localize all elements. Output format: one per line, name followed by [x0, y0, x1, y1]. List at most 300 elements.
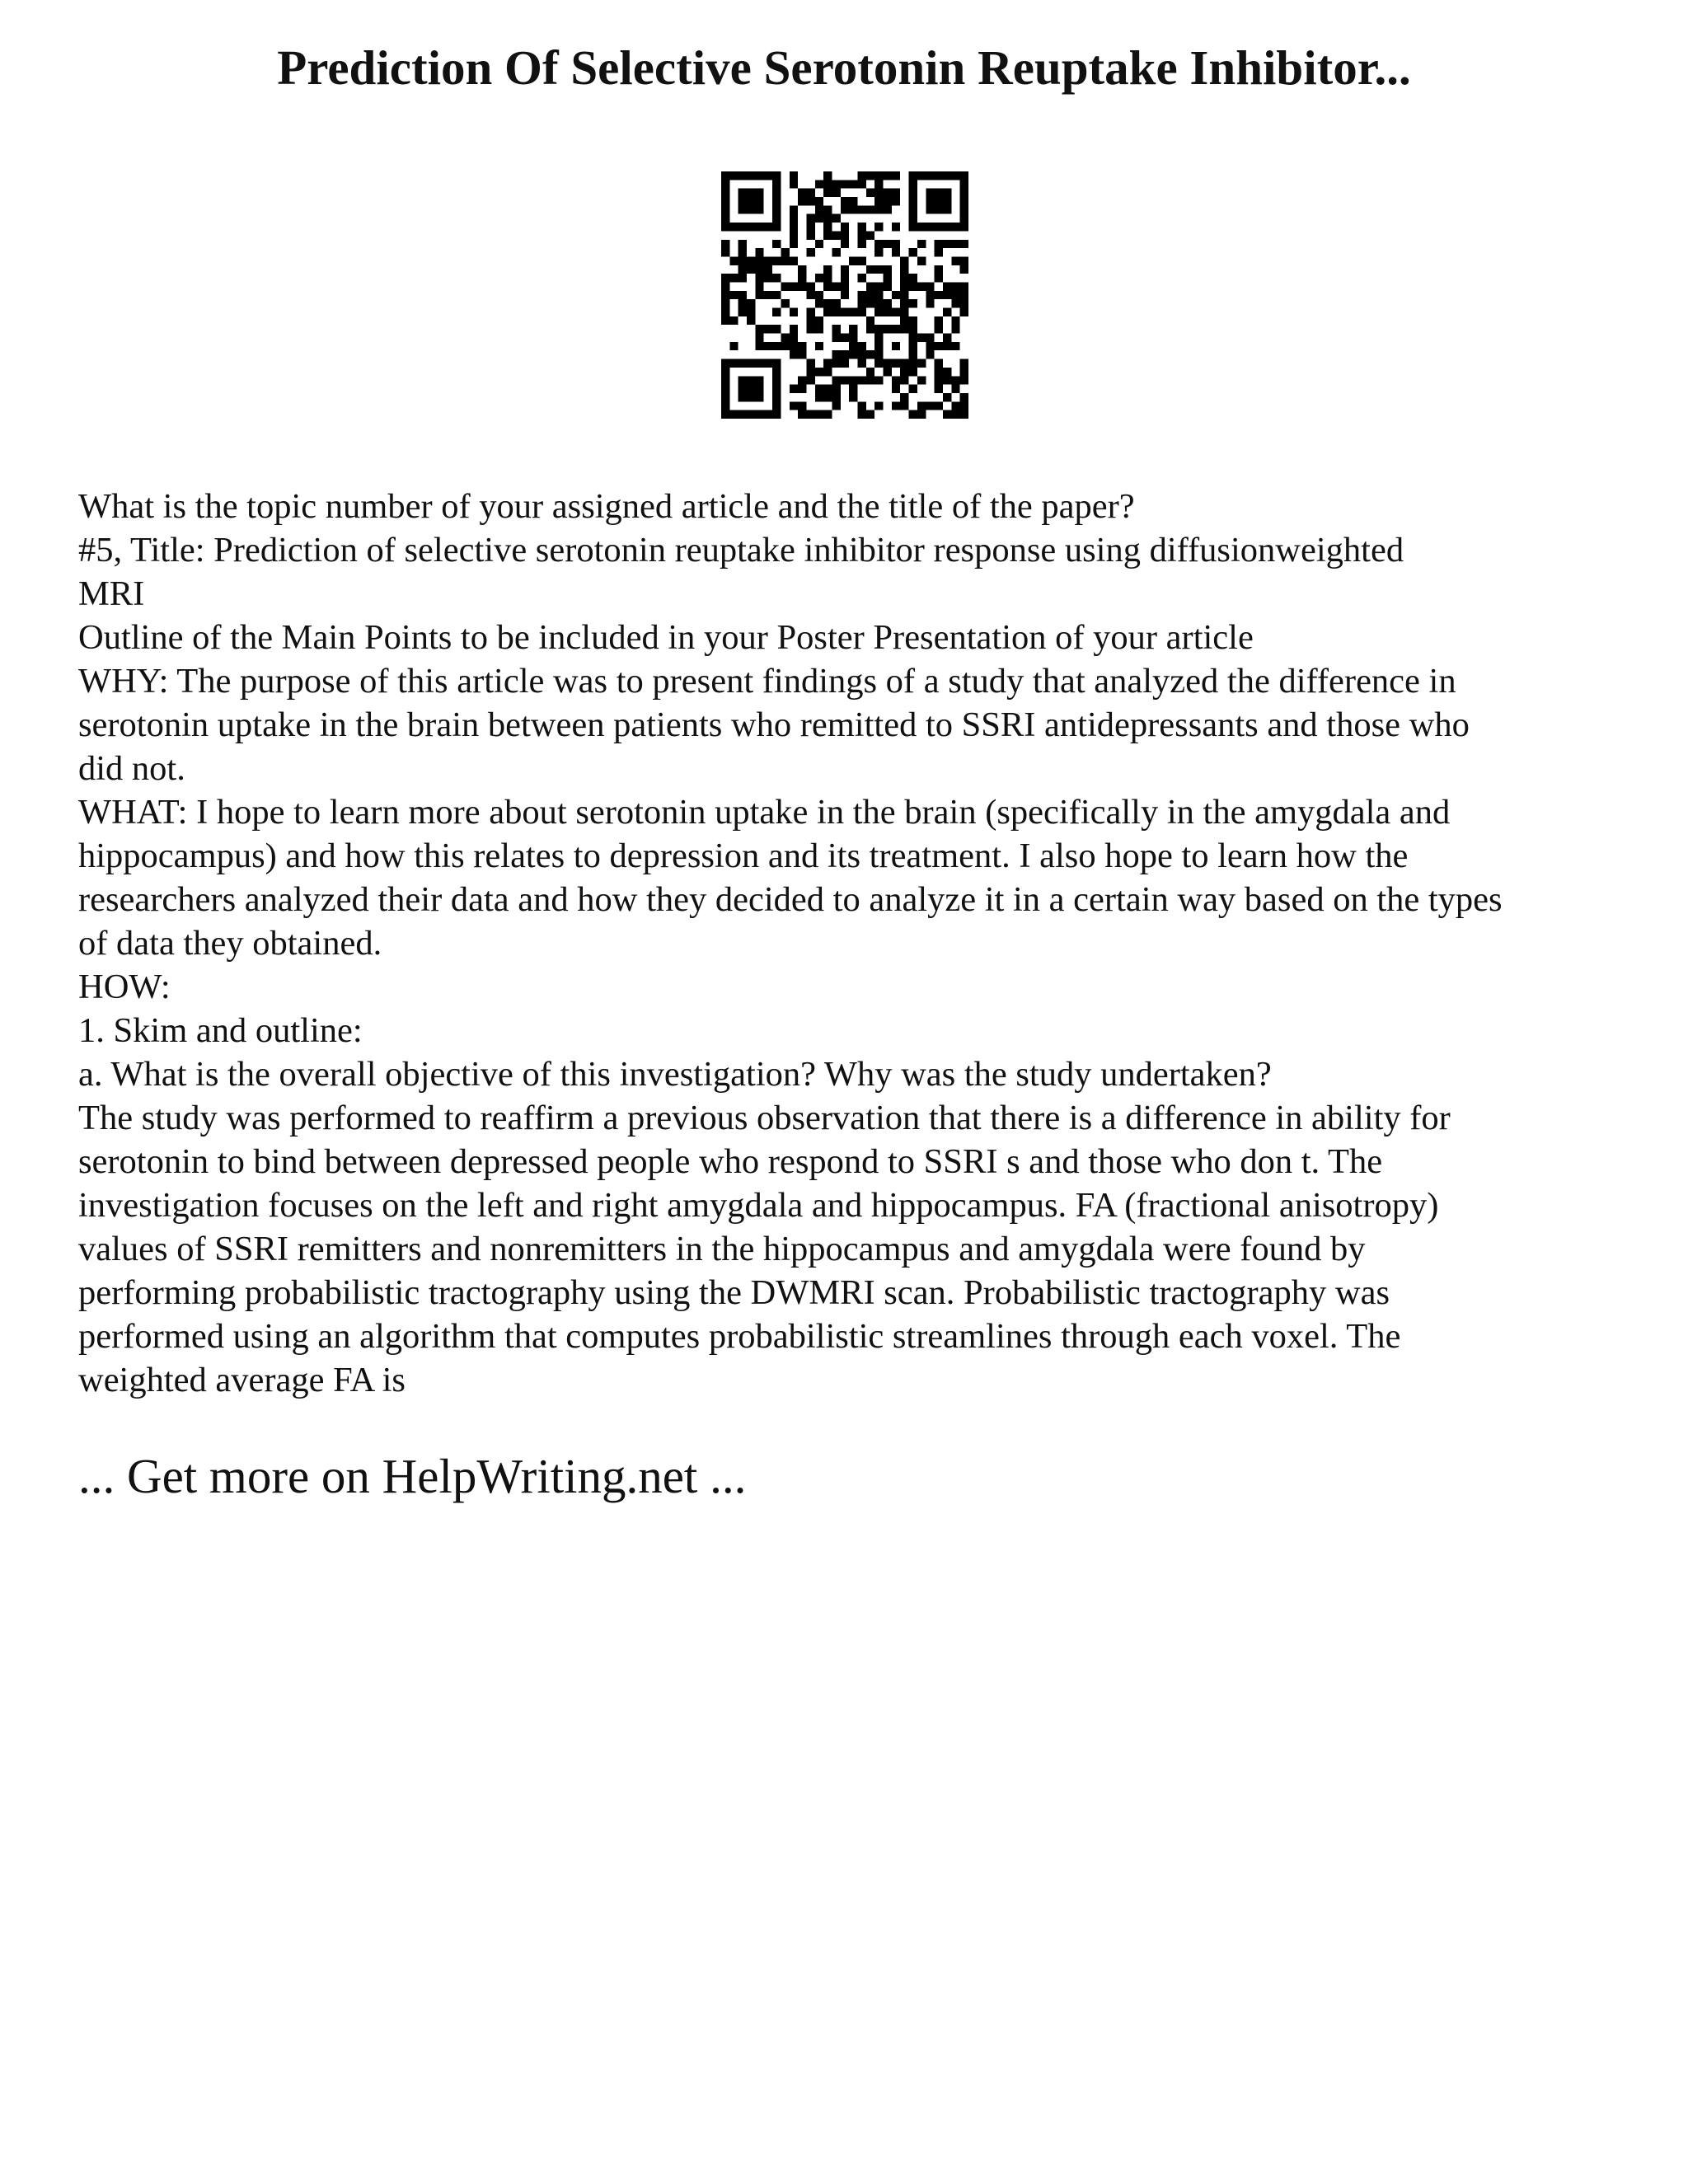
qr-module	[729, 274, 738, 282]
qr-module	[764, 171, 772, 180]
qr-module	[960, 205, 968, 213]
qr-module	[909, 223, 917, 231]
qr-module	[960, 265, 968, 274]
qr-module	[772, 308, 781, 316]
qr-module	[721, 274, 729, 282]
qr-module	[747, 376, 755, 384]
qr-module	[823, 189, 832, 197]
qr-module	[721, 359, 729, 368]
qr-module	[747, 393, 755, 401]
qr-module	[755, 359, 763, 368]
qr-module	[798, 265, 806, 274]
qr-module	[884, 308, 892, 316]
qr-module	[874, 325, 883, 333]
body-line: weighted average FA is	[78, 1361, 406, 1399]
body-line: performing probabilistic tractography using the DWMRI scan. Probabilistic tractography was	[78, 1273, 1390, 1312]
qr-module	[823, 180, 832, 188]
qr-module	[832, 282, 840, 290]
qr-module	[943, 342, 951, 350]
qr-module	[764, 342, 772, 350]
qr-module	[729, 256, 738, 265]
qr-module	[866, 171, 874, 180]
qr-module	[798, 274, 806, 282]
qr-module	[892, 291, 900, 299]
qr-module	[747, 359, 755, 368]
qr-module	[892, 359, 900, 368]
qr-module	[721, 189, 729, 197]
qr-module	[909, 248, 917, 256]
qr-module	[874, 205, 883, 213]
qr-module	[909, 410, 917, 419]
qr-module	[738, 248, 747, 256]
qr-module	[832, 214, 840, 223]
qr-module	[721, 385, 729, 393]
qr-module	[764, 274, 772, 282]
qr-module	[960, 256, 968, 265]
qr-module	[874, 342, 883, 350]
qr-module	[909, 385, 917, 393]
qr-module	[806, 376, 814, 384]
qr-module	[823, 171, 832, 180]
qr-module	[917, 334, 926, 342]
qr-module	[747, 299, 755, 307]
qr-module	[729, 410, 738, 419]
qr-module	[951, 376, 959, 384]
qr-module	[815, 410, 823, 419]
qr-module	[815, 240, 823, 248]
qr-module	[755, 334, 763, 342]
qr-module	[721, 299, 729, 307]
body-line: WHY: The purpose of this article was to present findings of a study that analyzed the difference in	[78, 662, 1456, 701]
qr-module	[772, 385, 781, 393]
qr-module	[917, 410, 926, 419]
qr-module	[943, 291, 951, 299]
body-line: serotonin uptake in the brain between patients who remitted to SSRI antidepressants and those who	[78, 705, 1470, 744]
qr-module	[951, 385, 959, 393]
qr-module	[858, 350, 866, 359]
qr-module	[806, 308, 814, 316]
qr-module	[884, 205, 892, 213]
qr-module	[858, 359, 866, 368]
qr-module	[935, 401, 943, 410]
qr-module	[917, 171, 926, 180]
qr-module	[943, 189, 951, 197]
qr-module	[841, 197, 849, 205]
body-line: MRI	[78, 574, 145, 613]
qr-module	[823, 368, 832, 376]
qr-module	[721, 368, 729, 376]
qr-module	[935, 316, 943, 325]
qr-module	[772, 325, 781, 333]
qr-module	[943, 368, 951, 376]
qr-module	[772, 240, 781, 248]
qr-module	[943, 410, 951, 419]
qr-module	[841, 376, 849, 384]
qr-module	[738, 385, 747, 393]
qr-module	[960, 240, 968, 248]
qr-module	[798, 350, 806, 359]
qr-module	[721, 248, 729, 256]
qr-module	[960, 410, 968, 419]
qr-module	[721, 308, 729, 316]
qr-module	[900, 316, 908, 325]
qr-module	[815, 274, 823, 282]
qr-module	[755, 189, 763, 197]
qr-module	[960, 401, 968, 410]
qr-module	[892, 308, 900, 316]
qr-module	[951, 342, 959, 350]
qr-module	[755, 256, 763, 265]
qr-module	[858, 171, 866, 180]
qr-module	[849, 350, 857, 359]
qr-module	[926, 171, 934, 180]
qr-module	[900, 393, 908, 401]
qr-module	[747, 316, 755, 325]
qr-module	[943, 197, 951, 205]
qr-module	[721, 197, 729, 205]
qr-module	[755, 385, 763, 393]
qr-module	[747, 308, 755, 316]
qr-module	[798, 401, 806, 410]
qr-module	[790, 308, 798, 316]
qr-module	[926, 282, 934, 290]
qr-module	[764, 325, 772, 333]
qr-module	[892, 325, 900, 333]
qr-module	[926, 223, 934, 231]
qr-module	[764, 410, 772, 419]
qr-module	[755, 265, 763, 274]
qr-module	[874, 265, 883, 274]
qr-module	[926, 189, 934, 197]
qr-module	[951, 256, 959, 265]
qr-module	[823, 308, 832, 316]
qr-module	[815, 368, 823, 376]
qr-module	[917, 401, 926, 410]
qr-module	[755, 282, 763, 290]
qr-module	[772, 274, 781, 282]
qr-module	[909, 325, 917, 333]
qr-module	[849, 376, 857, 384]
qr-module	[823, 231, 832, 239]
qr-module	[874, 291, 883, 299]
qr-module	[909, 197, 917, 205]
qr-module	[823, 223, 832, 231]
qr-module	[926, 299, 934, 307]
qr-module	[884, 359, 892, 368]
qr-module	[781, 282, 789, 290]
qr-module	[951, 325, 959, 333]
qr-module	[841, 223, 849, 231]
body-line: What is the topic number of your assigned article and the title of the paper?	[78, 487, 1135, 526]
qr-module	[841, 308, 849, 316]
qr-module	[755, 410, 763, 419]
qr-module	[815, 299, 823, 307]
qr-module	[935, 197, 943, 205]
qr-module	[892, 248, 900, 256]
qr-module	[849, 385, 857, 393]
qr-module	[926, 342, 934, 350]
qr-module	[866, 376, 874, 384]
qr-module	[900, 274, 908, 282]
qr-module	[790, 342, 798, 350]
qr-module	[747, 171, 755, 180]
qr-module	[900, 368, 908, 376]
qr-module	[755, 342, 763, 350]
qr-module	[960, 376, 968, 384]
qr-module	[798, 376, 806, 384]
qr-module	[841, 274, 849, 282]
qr-module	[960, 189, 968, 197]
qr-module	[884, 368, 892, 376]
qr-module	[806, 231, 814, 239]
qr-module	[790, 282, 798, 290]
qr-module	[721, 214, 729, 223]
qr-module	[738, 265, 747, 274]
qr-module	[841, 265, 849, 274]
qr-module	[798, 189, 806, 197]
qr-module	[815, 214, 823, 223]
qr-module	[874, 240, 883, 248]
qr-module	[772, 223, 781, 231]
qr-module	[909, 299, 917, 307]
qr-module	[815, 385, 823, 393]
qr-module	[790, 205, 798, 213]
qr-module	[823, 205, 832, 213]
qr-module	[866, 291, 874, 299]
qr-module	[806, 410, 814, 419]
qr-module	[823, 359, 832, 368]
qr-module	[832, 334, 840, 342]
qr-module	[729, 171, 738, 180]
qr-module	[960, 223, 968, 231]
qr-module	[738, 274, 747, 282]
qr-module	[935, 189, 943, 197]
qr-module	[721, 282, 729, 290]
qr-module	[721, 180, 729, 188]
qr-module	[832, 231, 840, 239]
qr-module	[858, 205, 866, 213]
qr-module	[909, 316, 917, 325]
get-more-link[interactable]: ... Get more on HelpWriting.net ...	[78, 1449, 747, 1503]
qr-module	[755, 205, 763, 213]
qr-module	[747, 410, 755, 419]
qr-module	[721, 376, 729, 384]
qr-module	[755, 393, 763, 401]
qr-module	[874, 197, 883, 205]
qr-module	[951, 401, 959, 410]
qr-module	[866, 410, 874, 419]
qr-module	[798, 385, 806, 393]
qr-module	[841, 350, 849, 359]
body-line: 1. Skim and outline:	[78, 1011, 363, 1050]
qr-module	[960, 393, 968, 401]
qr-module	[764, 359, 772, 368]
qr-module	[943, 171, 951, 180]
qr-module	[866, 368, 874, 376]
qr-module	[841, 240, 849, 248]
qr-module	[841, 334, 849, 342]
qr-module	[874, 376, 883, 384]
qr-module	[935, 274, 943, 282]
qr-module	[747, 189, 755, 197]
qr-module	[832, 299, 840, 307]
qr-module	[832, 401, 840, 410]
qr-module	[874, 180, 883, 188]
qr-module	[866, 282, 874, 290]
qr-module	[951, 282, 959, 290]
qr-module	[806, 197, 814, 205]
qr-module	[917, 359, 926, 368]
qr-module	[721, 410, 729, 419]
qr-module	[951, 410, 959, 419]
qr-module	[721, 223, 729, 231]
qr-module	[884, 274, 892, 282]
qr-module	[832, 325, 840, 333]
qr-module	[790, 385, 798, 393]
qr-module	[815, 316, 823, 325]
qr-module	[951, 171, 959, 180]
qr-module	[858, 308, 866, 316]
qr-module	[858, 240, 866, 248]
qr-module	[832, 385, 840, 393]
qr-module	[806, 214, 814, 223]
qr-module	[806, 316, 814, 325]
qr-module	[823, 393, 832, 401]
qr-module	[900, 376, 908, 384]
qr-module	[909, 274, 917, 282]
qr-module	[781, 334, 789, 342]
qr-module	[772, 359, 781, 368]
qr-module	[926, 205, 934, 213]
qr-module	[849, 180, 857, 188]
qr-module	[909, 180, 917, 188]
qr-module	[798, 342, 806, 350]
qr-module	[747, 197, 755, 205]
qr-module	[832, 359, 840, 368]
qr-module	[951, 240, 959, 248]
qr-module	[815, 393, 823, 401]
qr-module	[806, 189, 814, 197]
qr-module	[815, 342, 823, 350]
qr-module	[832, 180, 840, 188]
qr-module	[738, 291, 747, 299]
qr-module	[849, 197, 857, 205]
qr-module	[806, 223, 814, 231]
body-line: did not.	[78, 749, 185, 788]
qr-module	[960, 359, 968, 368]
qr-module	[832, 189, 840, 197]
body-line: a. What is the overall objective of this investigation? Why was the study undertaken?	[78, 1055, 1272, 1094]
qr-module	[849, 308, 857, 316]
qr-module	[884, 197, 892, 205]
qr-module	[909, 342, 917, 350]
qr-module	[884, 265, 892, 274]
qr-module	[738, 393, 747, 401]
body-line: hippocampus) and how this relates to depression and its treatment. I also hope to learn how the	[78, 837, 1409, 875]
qr-module	[832, 393, 840, 401]
qr-module	[721, 171, 729, 180]
qr-module	[815, 325, 823, 333]
qr-module	[815, 197, 823, 205]
qr-module	[900, 299, 908, 307]
qr-module	[849, 393, 857, 401]
qr-module	[874, 171, 883, 180]
qr-module	[790, 240, 798, 248]
qr-module	[738, 189, 747, 197]
body-line: HOW:	[78, 968, 171, 1006]
qr-module	[858, 180, 866, 188]
qr-module	[909, 282, 917, 290]
qr-module	[832, 308, 840, 316]
qr-module	[900, 359, 908, 368]
qr-module	[798, 282, 806, 290]
body-line: serotonin to bind between depressed people who respond to SSRI s and those who don t. The	[78, 1142, 1383, 1181]
qr-code-icon	[721, 171, 968, 419]
qr-module	[755, 291, 763, 299]
qr-module	[772, 401, 781, 410]
qr-module	[926, 401, 934, 410]
qr-module	[849, 256, 857, 265]
qr-module	[781, 299, 789, 307]
qr-module	[858, 291, 866, 299]
qr-module	[738, 359, 747, 368]
qr-module	[781, 248, 789, 256]
qr-module	[935, 223, 943, 231]
qr-module	[884, 240, 892, 248]
qr-module	[790, 223, 798, 231]
qr-module	[849, 205, 857, 213]
qr-module	[729, 359, 738, 368]
qr-module	[772, 368, 781, 376]
qr-module	[926, 197, 934, 205]
body-line: performed using an algorithm that computes probabilistic streamlines through each voxel. The	[78, 1317, 1401, 1356]
qr-module	[900, 256, 908, 265]
qr-module	[900, 282, 908, 290]
qr-module	[772, 291, 781, 299]
qr-module	[772, 205, 781, 213]
qr-module	[841, 180, 849, 188]
qr-module	[772, 342, 781, 350]
qr-module	[935, 205, 943, 213]
qr-module	[951, 316, 959, 325]
qr-module	[747, 385, 755, 393]
qr-module	[951, 223, 959, 231]
qr-module	[935, 171, 943, 180]
qr-module	[729, 316, 738, 325]
qr-module	[900, 265, 908, 274]
qr-module	[772, 180, 781, 188]
qr-module	[790, 256, 798, 265]
qr-module	[892, 171, 900, 180]
body-line: of data they obtained.	[78, 924, 382, 963]
qr-module	[909, 368, 917, 376]
qr-module	[738, 205, 747, 213]
qr-module	[823, 214, 832, 223]
qr-module	[866, 316, 874, 325]
qr-module	[721, 291, 729, 299]
qr-module	[790, 334, 798, 342]
qr-module	[815, 291, 823, 299]
qr-module	[823, 274, 832, 282]
qr-module	[884, 325, 892, 333]
qr-module	[747, 223, 755, 231]
qr-module	[858, 256, 866, 265]
qr-module	[874, 350, 883, 359]
qr-module	[935, 291, 943, 299]
qr-module	[781, 342, 789, 350]
qr-module	[884, 282, 892, 290]
qr-module	[755, 376, 763, 384]
